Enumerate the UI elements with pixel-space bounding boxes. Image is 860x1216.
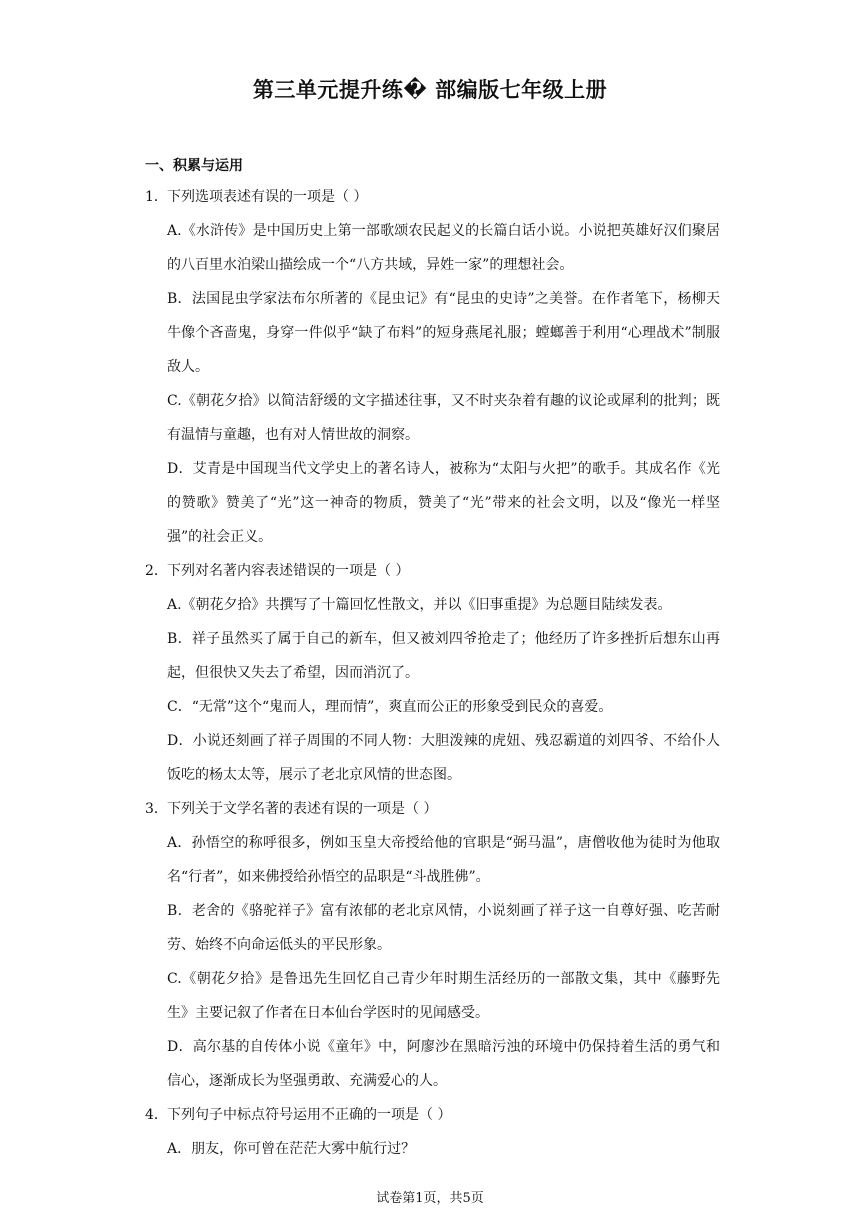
question-2 — [145, 554, 720, 792]
option-b: B．老舍的《骆驼祥子》富有浓郁的老北京风情，小说刻画了祥子这一自尊好强、吃苦耐劳、始终不向命运低头的平民形象。 — [167, 903, 720, 953]
question-number: 1． — [145, 189, 168, 205]
question-1 — [145, 180, 720, 554]
option-b: B．法国昆虫学家法布尔所著的《昆虫记》有“昆虫的史诗”之美誉。在作者笔下，杨柳天牛像个吝啬鬼，身穿一件似乎“缺了布料”的短身燕尾礼服；螳螂善于利用“心理战术”制服敌人。 — [167, 291, 720, 375]
option-c: C.《朝花夕拾》以简洁舒缓的文字描述往事，又不时夹杂着有趣的议论或犀利的批判；既有温情与童趣，也有对人情世故的洞察。 — [167, 393, 720, 443]
option-a: A．朋友，你可曾在茫茫大雾中航行过？ — [167, 1141, 416, 1157]
question-4 — [145, 1098, 720, 1166]
question-stem — [145, 792, 720, 826]
question-stem — [145, 180, 720, 214]
option-d: D．高尔基的自传体小说《童年》中，阿廖沙在黑暗污浊的环境中仍保持着生活的勇气和信心，逐渐成长为坚强勇敢、充满爱心的人。 — [167, 1039, 720, 1089]
question-text: 下列句子中标点符号运用不正确的一项是（ ） — [167, 1107, 452, 1123]
question-text: 下列关于文学名著的表述有误的一项是（ ） — [167, 801, 438, 817]
question-number: 2． — [145, 563, 168, 579]
option-a: A.《朝花夕拾》共撰写了十篇回忆性散文，并以《旧事重提》为总题目陆续发表。 — [167, 597, 672, 613]
page-title: 第三单元提升练� 部编版七年级上册 — [252, 77, 608, 102]
option-a: A．孙悟空的称呼很多，例如玉皇大帝授给他的官职是“弼马温”，唐僧收他为徒时为他取名“行者”，如来佛授给孙悟空的品职是“斗战胜佛”。 — [167, 835, 720, 885]
question-stem — [145, 554, 720, 588]
question-stem — [145, 1098, 720, 1132]
option-c: C．“无常”这个“鬼而人，理而情”，爽直而公正的形象受到民众的喜爱。 — [167, 699, 613, 715]
option-b: B．祥子虽然买了属于自己的新车，但又被刘四爷抢走了；他经历了许多挫折后想东山再起，但很快又失去了希望，因而消沉了。 — [167, 631, 720, 681]
option-d: D．小说还刻画了祥子周围的不同人物：大胆泼辣的虎妞、残忍霸道的刘四爷、不给仆人饭吃的杨太太等，展示了老北京风情的世态图。 — [167, 733, 720, 783]
question-number: 3． — [145, 801, 168, 817]
question-3 — [145, 792, 720, 1098]
section-heading: 一、积累与运用 — [145, 158, 243, 174]
page-footer: 试卷第1页，共5页 — [376, 1191, 484, 1206]
option-d: D．艾青是中国现当代文学史上的著名诗人，被称为“太阳与火把”的歌手。其成名作《光的赞歌》赞美了“光”这一神奇的物质，赞美了“光”带来的社会文明，以及“像光一样坚强”的社会正义。 — [167, 461, 720, 545]
exam-content — [145, 152, 720, 1166]
question-text: 下列选项表述有误的一项是（ ） — [167, 189, 368, 205]
option-c: C.《朝花夕拾》是鲁迅先生回忆自己青少年时期生活经历的一部散文集，其中《藤野先生》主要记叙了作者在日本仙台学医时的见闻感受。 — [167, 971, 720, 1021]
option-a: A.《水浒传》是中国历史上第一部歌颂农民起义的长篇白话小说。小说把英雄好汉们聚居的八百里水泊梁山描绘成一个“八方共域，异姓一家”的理想社会。 — [167, 223, 720, 273]
question-text: 下列对名著内容表述错误的一项是（ ） — [167, 563, 410, 579]
question-number: 4． — [145, 1107, 168, 1123]
